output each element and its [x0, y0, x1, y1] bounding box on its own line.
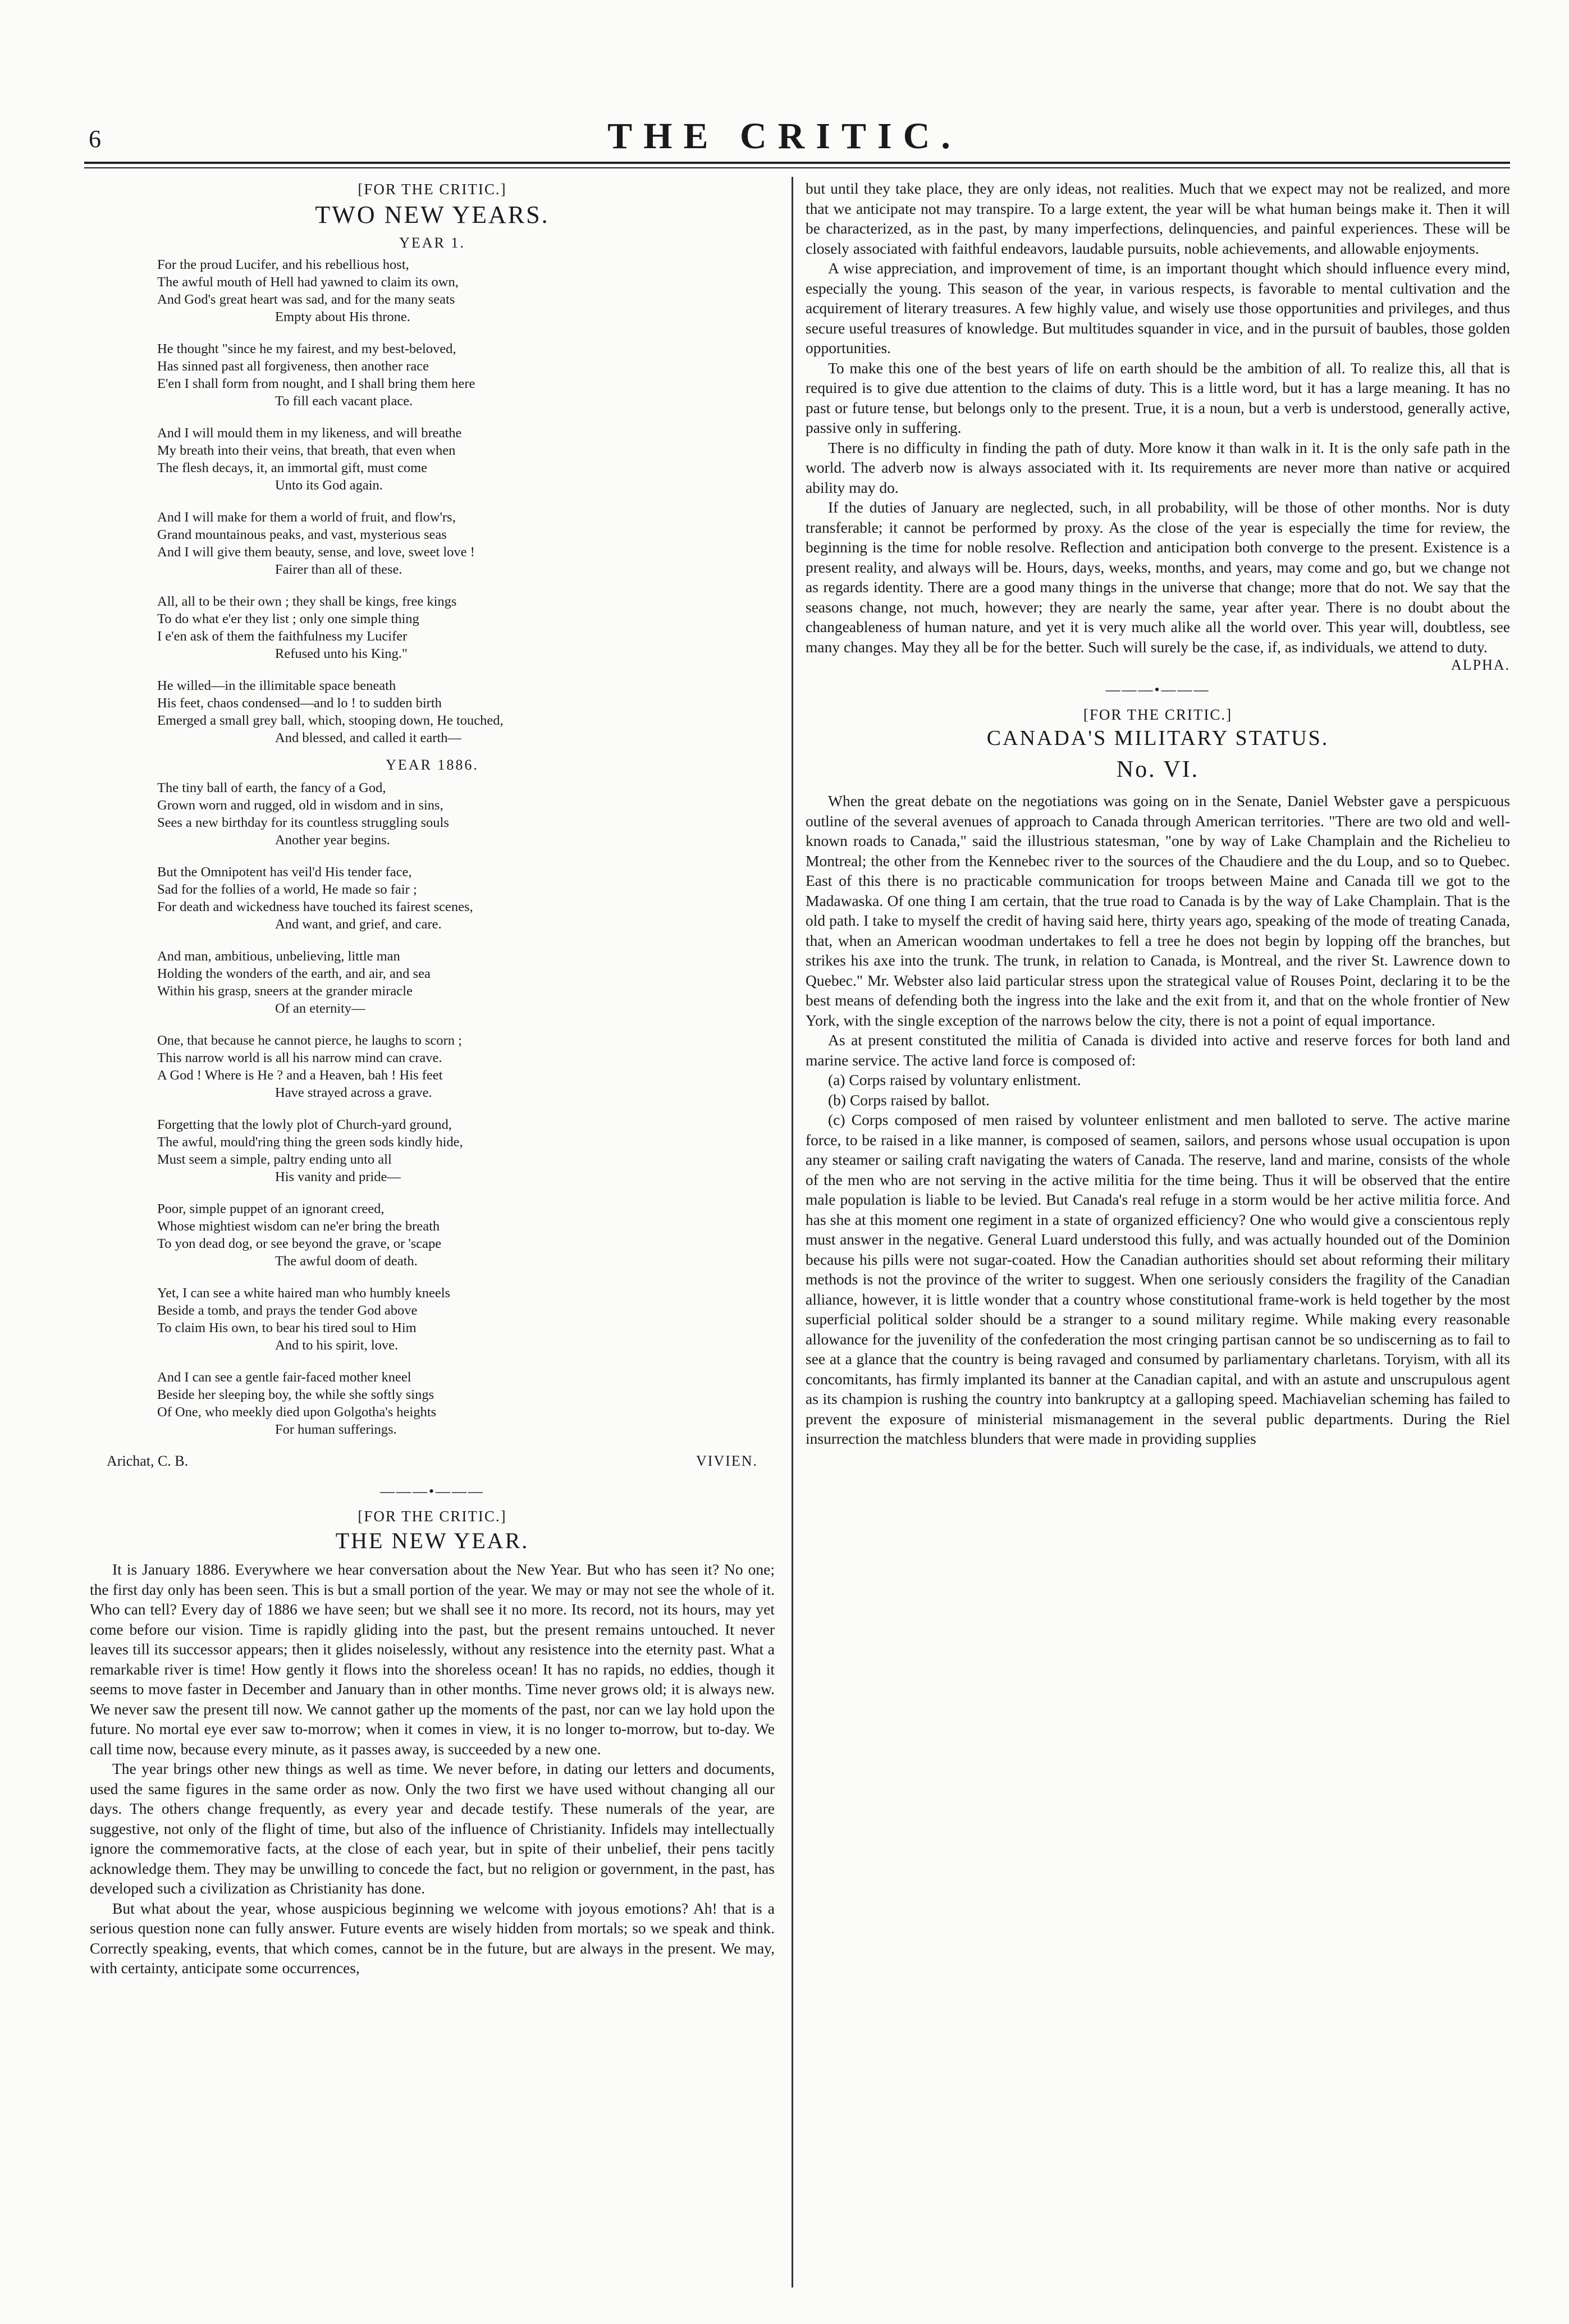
poem-line: The awful doom of death.: [275, 1254, 418, 1269]
poem-line: Yet, I can see a white haired man who humbly kneels: [157, 1285, 451, 1301]
poem-stanza: [157, 340, 662, 410]
military-list-item-b: (b) Corps raised by ballot.: [828, 1091, 990, 1109]
poem-line: Empty about His throne.: [275, 309, 410, 324]
poem-line: Have strayed across a grave.: [275, 1085, 432, 1100]
poem-line: He thought "since he my fairest, and my best-beloved,: [157, 341, 456, 356]
poem-line: To yon dead dog, or see beyond the grave, or 'scape: [157, 1236, 442, 1251]
poem-line: Forgetting that the lowly plot of Church-yard ground,: [157, 1117, 452, 1132]
poem-part-2: [157, 779, 662, 1438]
new-year-continuation-5: If the duties of January are neglected, such, in all probability, will be those of other months. Nor is duty transferable; it cannot be performed by proxy. As the close of the year is especially the time for review, the beginning is the time for noble resolve. Reflection and anticipation both converge to the present. Existence is a present reality, and always will be. Hours, days, weeks, months, and years, may come and go, but we change not as regards identity. There are a good many things in the universe that change; more that do not. We say that the seasons change, not much, however; they are nearly the same, year after year. There is no doubt about the changeableness of human nature, and yet it is very much alike all the world over. This year will, doubtless, see many changes. May they all be for the better. Such will surely be the case, if, as individuals, we attend to duty.: [806, 498, 1510, 656]
poem-line: Fairer than all of these.: [275, 562, 402, 577]
poem-line: Grown worn and rugged, old in wisdom and in sins,: [157, 798, 443, 813]
column-divider: [792, 177, 793, 2288]
poem-line: The awful mouth of Hell had yawned to claim its own,: [157, 275, 459, 290]
poem-signature: [90, 1453, 775, 1475]
poem-stanza: [157, 863, 662, 933]
poem-line: His vanity and pride—: [275, 1169, 401, 1184]
new-year-continuation-1: but until they take place, they are only ideas, not realities. Much that we expect may not be realized, and more that we anticipate not may transpire. To a large extent, the year will be what human beings make it. Then it will be characterized, as in the past, by many imperfections, delinquencies, and painful experiences. These will be closely associated with faithful endeavors, laudable pursuits, noble achievements, and allowable enjoyments.: [806, 180, 1510, 257]
poem-stanza: [157, 1284, 662, 1354]
poem-line: Must seem a simple, paltry ending unto all: [157, 1152, 392, 1167]
poem-line: Of an eternity—: [275, 1001, 365, 1016]
poem-line: E'en I shall form from nought, and I shall bring them here: [157, 376, 475, 391]
poem-line: And I can see a gentle fair-faced mother kneel: [157, 1370, 411, 1385]
section-divider-right: ———•———: [1105, 681, 1210, 698]
poem-stanza: [157, 1032, 662, 1101]
poem-stanza: [157, 1369, 662, 1438]
poem-line: Beside her sleeping boy, the while she softly sings: [157, 1387, 434, 1402]
section-divider: ———•———: [379, 1483, 485, 1499]
military-title: CANADA'S MILITARY STATUS.: [986, 726, 1329, 750]
poem-line: Whose mightiest wisdom can ne'er bring the breath: [157, 1219, 440, 1234]
right-column: [806, 179, 1510, 1449]
masthead-title: THE CRITIC.: [607, 116, 962, 157]
military-provenance: [FOR THE CRITIC.]: [1083, 706, 1233, 723]
header-rule-thin: [84, 167, 1510, 168]
poem-line: Sad for the follies of a world, He made so fair ;: [157, 882, 417, 897]
military-number: No. VI.: [1116, 757, 1200, 783]
poem-line: He willed—in the illimitable space beneath: [157, 678, 396, 693]
poem-line: And to his spirit, love.: [275, 1338, 399, 1353]
poem-stanza: [157, 593, 662, 662]
poem-line: And God's great heart was sad, and for the many seats: [157, 292, 455, 307]
poem-line: The flesh decays, it, an immortal gift, must come: [157, 460, 428, 475]
poem-stanza: [157, 424, 662, 494]
poem-line: Poor, simple puppet of an ignorant creed,: [157, 1201, 385, 1216]
new-year-paragraph-1: It is January 1886. Everywhere we hear conversation about the New Year. But who has seen it? No one; the first day only has been seen. This is but a small portion of the year. We may or may not see the whole of it. Who can tell? Every day of 1886 we have seen; but we shall see it no more. Its record, not its hours, may yet come before our vision. Time is rapidly gliding into the past, but the present remains untouched. It never leaves till its successor appears; then it glides noiselessly, without any resistence into the eternity past. What a remarkable river is time! How gently it flows into the shoreless ocean! It has no rapids, no eddies, though it seems to move faster in December and January than in other months. Time never grows old; it is always new. We never saw the present till now. We cannot gather up the moments of the past, nor can we lay hold upon the future. No mortal eye ever saw to-morrow; when it comes in view, it is no longer to-morrow, but to-day. We call time now, because every minute, as it passes away, is succeeded by a new one.: [90, 1561, 775, 1758]
poem-stanza: [157, 1200, 662, 1270]
poem-line: Unto its God again.: [275, 478, 383, 493]
poem-line: And I will make for them a world of fruit, and flow'rs,: [157, 510, 456, 525]
poem-stanza: [157, 509, 662, 578]
military-paragraph-2: As at present constituted the militia of Canada is divided into active and reserve forces for both land and marine service. The active land force is composed of:: [806, 1031, 1510, 1069]
poem-line: This narrow world is all his narrow mind can crave.: [157, 1050, 442, 1065]
poem-line: To do what e'er they list ; only one simple thing: [157, 611, 419, 626]
poem-title: TWO NEW YEARS.: [315, 201, 550, 228]
poem-line: Beside a tomb, and prays the tender God above: [157, 1303, 418, 1318]
left-column: [90, 179, 775, 1978]
new-year-paragraph-3: But what about the year, whose auspicious beginning we welcome with joyous emotions? Ah! that is a serious question none can fully answer. Future events are wisely hidden from mortals; so we speak and think. Correctly speaking, events, that which comes, cannot be in the future, but are always in the present. We may, with certainty, anticipate some occurrences,: [90, 1899, 775, 1977]
military-list-item-c: (c) Corps composed of men raised by volunteer enlistment and men balloted to serve. The active marine force, to be raised in a like manner, is composed of seamen, sailors, and persons whose usual occupation is upon any steamer or sailing craft navigating the waters of Canada. The reserve, land and marine, consists of the whole of the men who are not serving in the active militia for the time being. Thus it will be observed that the entire male population is liable to be levied. But Canada's real refuge in a storm would be her active militia force. And has she at this moment one regiment in a state of organized efficiency? One who would give a conscientous reply must answer in the negative. General Luard understood this fully, and was actually hounded out of the Dominion because his pills were not sugar-coated. How the Canadian authorities should set about reforming their military methods is not the province of the writer to suggest. When one seriously considers the fragility of the Canadian alliance, however, it is little wonder that a country whose constitutional frame-work is held together by the most superficial political solder should be a stranger to a sound military regime. While making every reasonable allowance for the juvenility of the confederation the most cringing partisan cannot be so undiscerning as to fail to see at a glance that the country is being ravaged and consumed by parliamentary charletans. Toryism, with all its concomitants, has firmly implanted its banner at the Canadian capital, and with an astute and unscrupulous agent as its champion is rushing the country into bankruptcy at a galloping speed. Machiavelian scheming has failed to prevent the exposure of ministerial mismanagement in the several public departments. During the Riel insurrection the matchless blunders that were made in providing supplies: [806, 1111, 1510, 1447]
new-year-continuation-4: There is no difficulty in finding the path of duty. More know it than walk in it. It is the only safe path in the world. The adverb now is always associated with it. Its requirements are never more than native or acquired ability may do.: [806, 438, 1510, 496]
poem-line: And blessed, and called it earth—: [275, 730, 462, 745]
poem-line: But the Omnipotent has veil'd His tender face,: [157, 864, 412, 880]
page-number: 6: [89, 125, 101, 153]
poem-line: The awful, mould'ring thing the green sods kindly hide,: [157, 1134, 463, 1150]
poem-section-year-1886: YEAR 1886.: [386, 757, 479, 773]
new-year-continuation-2: A wise appreciation, and improvement of time, is an important thought which should influence every mind, especially the young. This season of the year, in various respects, is favorable to mental cultivation and the acquirement of literary treasures. A few highly value, and wisely use those opportunities and privileges, and thus secure useful treasures of knowledge. But multitudes squander in vice, and in the pursuit of baubles, those golden opportunities.: [806, 259, 1510, 356]
poem-body: [157, 256, 662, 1438]
poem-author: VIVIEN.: [696, 1453, 758, 1469]
poem-stanza: [157, 948, 662, 1017]
new-year-provenance: [FOR THE CRITIC.]: [358, 1508, 507, 1525]
new-year-title: THE NEW YEAR.: [335, 1528, 529, 1553]
poem-line: And I will mould them in my likeness, and will breathe: [157, 426, 462, 441]
poem-line: His feet, chaos condensed—and lo ! to sudden birth: [157, 696, 442, 711]
poem-line: I e'en ask of them the faithfulness my Lucifer: [157, 629, 408, 644]
page-header: [0, 0, 1569, 168]
poem-stanza: [157, 677, 662, 747]
poem-line: All, all to be their own ; they shall be kings, free kings: [157, 594, 457, 609]
new-year-author: ALPHA.: [1451, 657, 1510, 673]
poem-line: Refused unto his King.": [275, 646, 408, 661]
poem-line: And want, and grief, and care.: [275, 917, 442, 932]
poem-provenance: [FOR THE CRITIC.]: [358, 181, 507, 198]
poem-part-1: [157, 256, 662, 747]
poem-line: Sees a new birthday for its countless struggling souls: [157, 815, 449, 830]
poem-stanza: [157, 779, 662, 849]
military-paragraph-1: When the great debate on the negotiations was going on in the Senate, Daniel Webster gave a perspicuous outline of the several avenues of approach to Canada through American territories. "There are two old and well-known roads to Canada," said the illustrious statesman, "one by way of Lake Champlain and the Richelieu to Montreal; the other from the Kennebec river to the sources of the Chaudiere and the du Loup, and so to Quebec. East of this there is no practicable communication for troops between Maine and Canada till we got to the Madawaska. Of one thing I am certain, that the true road to Canada is by the way of Lake Champlain. That is the old path. I take to myself the credit of having said here, thirty years ago, speaking of the mode of treating Canada, that, when an American woodman undertakes to fell a tree he does not begin by lopping off the branches, but strikes his axe into the trunk. The trunk, in relation to Canada, is Montreal, and the river St. Lawrence down to Quebec." Mr. Webster also laid particular stress upon the strategical value of Rouses Point, declaring it to be the best means of defending both the ingress into the lake and the exit from it, and that on the whole frontier of New York, with the single exception of the narrows below the city, there is not a point of equal importance.: [806, 792, 1510, 1029]
poem-line: Grand mountainous peaks, and vast, mysterious seas: [157, 527, 447, 542]
poem-line: Has sinned past all forgiveness, then another race: [157, 359, 429, 374]
poem-line: Of One, who meekly died upon Golgotha's heights: [157, 1405, 437, 1420]
poem-line: For death and wickedness have touched its fairest scenes,: [157, 899, 473, 914]
poem-line: Holding the wonders of the earth, and air, and sea: [157, 966, 431, 981]
poem-stanza: [157, 256, 662, 326]
poem-line: One, that because he cannot pierce, he laughs to scorn ;: [157, 1033, 462, 1048]
poem-line: The tiny ball of earth, the fancy of a God,: [157, 780, 386, 795]
poem-place: Arichat, C. B.: [107, 1453, 189, 1469]
poem-line: A God ! Where is He ? and a Heaven, bah ! His feet: [157, 1068, 443, 1083]
poem-line: And I will give them beauty, sense, and love, sweet love !: [157, 545, 475, 560]
military-list-item-a: (a) Corps raised by voluntary enlistment.: [828, 1071, 1081, 1088]
poem-line: Another year begins.: [275, 832, 390, 848]
poem-line: Within his grasp, sneers at the grander miracle: [157, 983, 413, 999]
poem-section-year-1: YEAR 1.: [399, 235, 465, 251]
poem-line: And man, ambitious, unbelieving, little man: [157, 949, 400, 964]
new-year-continuation-3: To make this one of the best years of life on earth should be the ambition of all. To realize this, all that is required is to give due attention to the claims of duty. This is a little word, but it has a large meaning. It has no past or future tense, but belongs only to the present. True, it is a noun, but a verb is understood, generally active, passive only in suffering.: [806, 359, 1510, 436]
header-rule-thick: [84, 162, 1510, 164]
new-year-paragraph-2: The year brings other new things as well as time. We never before, in dating our letters and documents, used the same figures in the same order as now. Only the two first we have used without changing all our days. The others change frequently, as every year and decade testify. These numerals of the year, are suggestive, not only of the flight of time, but also of the influence of Christianity. Infidels may intellectually ignore the commemorative facts, at the close of each year, but in spite of their unbelief, their pens tacitly acknowledge them. They may be unwilling to concede the fact, but no religion or government, in the past, has developed such a civilization as Christianity has done.: [90, 1760, 775, 1897]
poem-line: To fill each vacant place.: [275, 394, 413, 409]
poem-stanza: [157, 1116, 662, 1186]
poem-line: To claim His own, to bear his tired soul to Him: [157, 1320, 417, 1335]
poem-line: For human sufferings.: [275, 1422, 397, 1437]
poem-line: Emerged a small grey ball, which, stooping down, He touched,: [157, 713, 504, 728]
poem-line: For the proud Lucifer, and his rebellious host,: [157, 257, 409, 272]
poem-line: My breath into their veins, that breath, that even when: [157, 443, 456, 458]
